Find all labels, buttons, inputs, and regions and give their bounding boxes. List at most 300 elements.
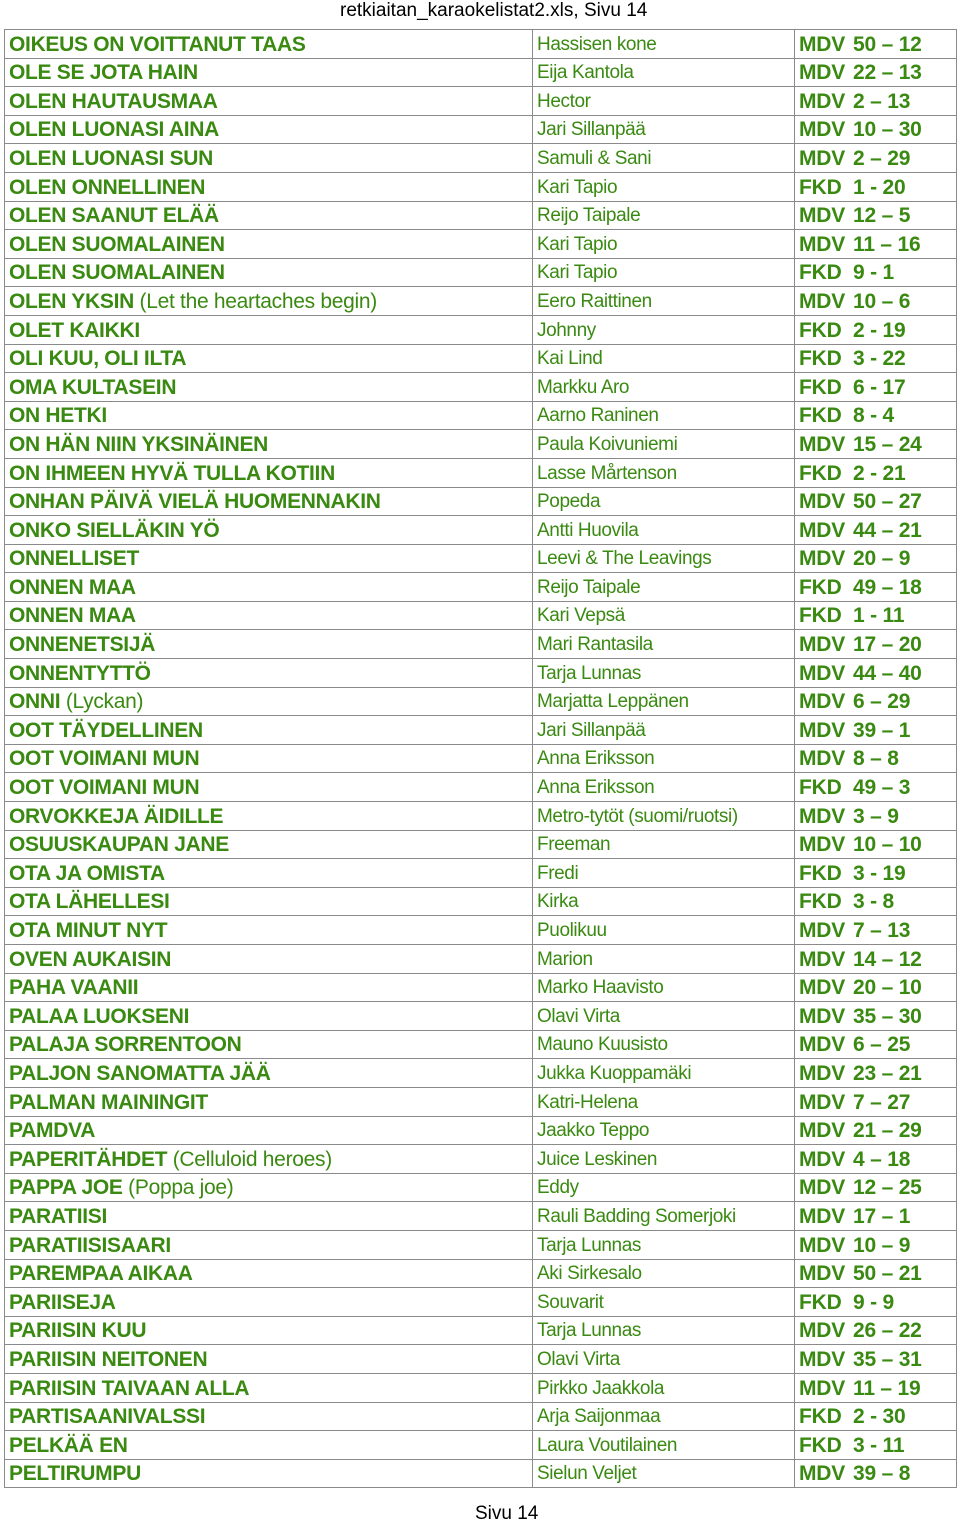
- song-title-cell: [5, 973, 533, 1002]
- disc-series: FKD: [799, 375, 842, 399]
- table-row: [5, 687, 957, 716]
- artist-cell: Samuli & Sani: [533, 144, 795, 173]
- table-row: [5, 58, 957, 87]
- disc-series: FKD: [799, 575, 842, 599]
- artist-cell: Aarno Raninen: [533, 401, 795, 430]
- disc-series: FKD: [799, 175, 842, 199]
- song-title: PAREMPAA AIKAA: [9, 1262, 193, 1286]
- artist-cell: Marko Haavisto: [533, 973, 795, 1002]
- disc-code-cell: [795, 916, 957, 945]
- disc-code-cell: [795, 287, 957, 316]
- song-title-cell: [5, 1288, 533, 1317]
- disc-code-cell: [795, 1259, 957, 1288]
- disc-code-cell: [795, 401, 957, 430]
- table-row: [5, 315, 957, 344]
- table-row: [5, 1145, 957, 1174]
- table-row: [5, 430, 957, 459]
- disc-series: MDV: [799, 718, 846, 742]
- disc-series: MDV: [799, 32, 846, 56]
- table-row: [5, 1373, 957, 1402]
- disc-track-number: 26 – 22: [853, 1319, 922, 1343]
- artist-cell: Reijo Taipale: [533, 573, 795, 602]
- song-title-cell: [5, 315, 533, 344]
- song-title-cell: [5, 144, 533, 173]
- table-row: [5, 1316, 957, 1345]
- page-header: [0, 0, 960, 28]
- disc-code-cell: [795, 1402, 957, 1431]
- artist-cell: Tarja Lunnas: [533, 1230, 795, 1259]
- disc-track-number: 11 – 19: [853, 1376, 921, 1400]
- song-title: OSUUSKAUPAN JANE: [9, 833, 230, 857]
- song-title: OLE SE JOTA HAIN: [9, 61, 198, 85]
- artist-cell: Katri-Helena: [533, 1087, 795, 1116]
- disc-code-cell: [795, 573, 957, 602]
- disc-track-number: 20 – 10: [853, 976, 922, 1000]
- disc-series: MDV: [799, 118, 846, 142]
- disc-code-cell: [795, 1373, 957, 1402]
- song-title: ONHAN PÄIVÄ VIELÄ HUOMENNAKIN: [9, 490, 381, 514]
- artist-cell: Marion: [533, 945, 795, 974]
- song-title-cell: [5, 1173, 533, 1202]
- table-row: [5, 659, 957, 688]
- song-original-title: (Celluloid heroes): [172, 1147, 332, 1171]
- song-title-cell: [5, 58, 533, 87]
- song-original-title: (Let the heartaches begin): [139, 289, 377, 313]
- disc-code-cell: [795, 1030, 957, 1059]
- disc-code-cell: [795, 458, 957, 487]
- song-title-cell: [5, 945, 533, 974]
- table-row: [5, 144, 957, 173]
- disc-track-number: 3 - 11: [853, 1433, 905, 1457]
- song-title-cell: [5, 87, 533, 116]
- song-title-cell: [5, 373, 533, 402]
- song-title: PALAJA SORRENTOON: [9, 1033, 242, 1057]
- song-title-cell: [5, 887, 533, 916]
- song-title-cell: [5, 258, 533, 287]
- disc-track-number: 1 - 20: [853, 175, 906, 199]
- disc-track-number: 10 – 6: [853, 289, 911, 313]
- disc-series: FKD: [799, 861, 842, 885]
- disc-code-cell: [795, 1116, 957, 1145]
- table-row: [5, 1059, 957, 1088]
- disc-code-cell: [795, 687, 957, 716]
- disc-code-cell: [795, 973, 957, 1002]
- artist-cell: Olavi Virta: [533, 1345, 795, 1374]
- disc-track-number: 21 – 29: [853, 1119, 922, 1143]
- song-title-cell: [5, 1459, 533, 1488]
- disc-code-cell: [795, 1459, 957, 1488]
- table-row: [5, 601, 957, 630]
- table-row: [5, 544, 957, 573]
- table-row: [5, 1230, 957, 1259]
- song-original-title: (Lyckan): [65, 690, 144, 714]
- artist-cell: Marjatta Leppänen: [533, 687, 795, 716]
- artist-cell: Popeda: [533, 487, 795, 516]
- artist-cell: Sielun Veljet: [533, 1459, 795, 1488]
- disc-code-cell: [795, 30, 957, 59]
- song-title: PARATIISI: [9, 1204, 108, 1228]
- disc-series: MDV: [799, 947, 846, 971]
- disc-track-number: 8 - 4: [853, 404, 895, 428]
- disc-code-cell: [795, 230, 957, 259]
- disc-code-cell: [795, 87, 957, 116]
- disc-track-number: 44 – 40: [853, 661, 922, 685]
- song-title-cell: [5, 1059, 533, 1088]
- artist-cell: Arja Saijonmaa: [533, 1402, 795, 1431]
- disc-track-number: 11 – 16: [853, 232, 921, 256]
- disc-code-cell: [795, 744, 957, 773]
- disc-track-number: 10 – 9: [853, 1233, 911, 1257]
- table-row: [5, 973, 957, 1002]
- song-title-cell: [5, 516, 533, 545]
- song-title-cell: [5, 1316, 533, 1345]
- disc-series: MDV: [799, 1204, 846, 1228]
- song-title: ONKO SIELLÄKIN YÖ: [9, 518, 220, 542]
- artist-cell: Kari Tapio: [533, 230, 795, 259]
- artist-cell: Leevi & The Leavings: [533, 544, 795, 573]
- song-title-cell: [5, 1145, 533, 1174]
- disc-code-cell: [795, 344, 957, 373]
- song-title: OLEN LUONASI AINA: [9, 118, 219, 142]
- disc-track-number: 2 - 30: [853, 1405, 906, 1429]
- song-title: OLET KAIKKI: [9, 318, 140, 342]
- table-row: [5, 344, 957, 373]
- table-row: [5, 1116, 957, 1145]
- disc-series: MDV: [799, 976, 846, 1000]
- disc-track-number: 10 – 30: [853, 118, 922, 142]
- song-title-cell: [5, 1259, 533, 1288]
- song-title: PELKÄÄ EN: [9, 1433, 128, 1457]
- table-row: [5, 516, 957, 545]
- song-title: ONNENETSIJÄ: [9, 633, 156, 657]
- artist-cell: Jari Sillanpää: [533, 716, 795, 745]
- disc-code-cell: [795, 1173, 957, 1202]
- song-title-cell: [5, 830, 533, 859]
- song-title: OLEN HAUTAUSMAA: [9, 89, 218, 113]
- disc-series: FKD: [799, 890, 842, 914]
- table-row: [5, 258, 957, 287]
- disc-track-number: 9 - 1: [853, 261, 895, 285]
- song-title: PELTIRUMPU: [9, 1462, 141, 1486]
- disc-code-cell: [795, 601, 957, 630]
- disc-code-cell: [795, 859, 957, 888]
- disc-track-number: 49 – 18: [853, 575, 922, 599]
- disc-series: FKD: [799, 261, 842, 285]
- song-title-cell: [5, 573, 533, 602]
- disc-series: FKD: [799, 347, 842, 371]
- table-row: [5, 201, 957, 230]
- disc-series: MDV: [799, 804, 846, 828]
- disc-code-cell: [795, 1288, 957, 1317]
- disc-series: FKD: [799, 318, 842, 342]
- song-title-cell: [5, 716, 533, 745]
- artist-cell: Lasse Mårtenson: [533, 458, 795, 487]
- song-title: OOT VOIMANI MUN: [9, 776, 200, 800]
- song-title-cell: [5, 1230, 533, 1259]
- song-title-cell: [5, 1002, 533, 1031]
- disc-track-number: 35 – 31: [853, 1347, 922, 1371]
- table-row: [5, 30, 957, 59]
- song-title-cell: [5, 201, 533, 230]
- disc-series: MDV: [799, 146, 846, 170]
- disc-code-cell: [795, 1059, 957, 1088]
- disc-code-cell: [795, 1431, 957, 1460]
- disc-code-cell: [795, 802, 957, 831]
- song-title-cell: [5, 344, 533, 373]
- artist-cell: Anna Eriksson: [533, 773, 795, 802]
- song-title: OLEN ONNELLINEN: [9, 175, 206, 199]
- disc-series: MDV: [799, 1233, 846, 1257]
- disc-track-number: 6 – 29: [853, 690, 911, 714]
- disc-series: MDV: [799, 1176, 846, 1200]
- song-title: PAMDVA: [9, 1119, 96, 1143]
- artist-cell: Jaakko Teppo: [533, 1116, 795, 1145]
- disc-track-number: 20 – 9: [853, 547, 911, 571]
- artist-cell: Paula Koivuniemi: [533, 430, 795, 459]
- disc-series: MDV: [799, 633, 846, 657]
- disc-track-number: 1 - 11: [853, 604, 905, 628]
- disc-series: MDV: [799, 204, 846, 228]
- disc-track-number: 50 – 27: [853, 490, 922, 514]
- disc-code-cell: [795, 144, 957, 173]
- song-title: PARIISIN KUU: [9, 1319, 147, 1343]
- disc-code-cell: [795, 659, 957, 688]
- artist-cell: Kari Tapio: [533, 258, 795, 287]
- artist-cell: Fredi: [533, 859, 795, 888]
- table-row: [5, 630, 957, 659]
- disc-track-number: 7 – 13: [853, 919, 911, 942]
- artist-cell: Tarja Lunnas: [533, 1316, 795, 1345]
- disc-track-number: 50 – 12: [853, 32, 922, 56]
- table-row: [5, 458, 957, 487]
- disc-track-number: 12 – 5: [853, 204, 911, 228]
- song-title-cell: [5, 1345, 533, 1374]
- disc-code-cell: [795, 945, 957, 974]
- artist-cell: Antti Huovila: [533, 516, 795, 545]
- disc-track-number: 2 – 13: [853, 89, 911, 113]
- song-title-cell: [5, 1373, 533, 1402]
- table-row: [5, 1288, 957, 1317]
- disc-track-number: 49 – 3: [853, 776, 911, 800]
- disc-code-cell: [795, 887, 957, 916]
- disc-code-cell: [795, 1316, 957, 1345]
- song-title: PARIISIN TAIVAAN ALLA: [9, 1376, 250, 1400]
- song-title-cell: [5, 1030, 533, 1059]
- disc-track-number: 4 – 18: [853, 1147, 911, 1171]
- song-title: PALJON SANOMATTA JÄÄ: [9, 1061, 271, 1085]
- artist-cell: Anna Eriksson: [533, 744, 795, 773]
- table-row: [5, 716, 957, 745]
- song-title-cell: [5, 544, 533, 573]
- song-title-cell: [5, 630, 533, 659]
- artist-cell: Souvarit: [533, 1288, 795, 1317]
- disc-code-cell: [795, 258, 957, 287]
- song-title-cell: [5, 802, 533, 831]
- disc-code-cell: [795, 544, 957, 573]
- song-title-cell: [5, 287, 533, 316]
- table-row: [5, 1259, 957, 1288]
- disc-track-number: 9 - 9: [853, 1290, 895, 1314]
- song-title: OOT TÄYDELLINEN: [9, 718, 203, 742]
- song-title-cell: [5, 859, 533, 888]
- artist-cell: Eddy: [533, 1173, 795, 1202]
- disc-series: MDV: [799, 547, 846, 571]
- song-title: OTA LÄHELLESI: [9, 890, 170, 914]
- artist-cell: Reijo Taipale: [533, 201, 795, 230]
- table-row: [5, 1173, 957, 1202]
- song-title: ONNELLISET: [9, 547, 140, 571]
- song-title: PAPERITÄHDET: [9, 1147, 168, 1171]
- disc-series: MDV: [799, 61, 846, 85]
- disc-code-cell: [795, 773, 957, 802]
- song-title-cell: [5, 430, 533, 459]
- song-title: OTA JA OMISTA: [9, 861, 165, 885]
- disc-track-number: 39 – 1: [853, 718, 911, 742]
- disc-track-number: 17 – 20: [853, 633, 922, 657]
- song-title: ORVOKKEJA ÄIDILLE: [9, 804, 224, 828]
- table-row: [5, 87, 957, 116]
- disc-series: MDV: [799, 1004, 846, 1028]
- footer-text: Sivu 14: [475, 1503, 539, 1524]
- disc-series: MDV: [799, 833, 846, 857]
- table-row: [5, 287, 957, 316]
- song-title-cell: [5, 230, 533, 259]
- disc-code-cell: [795, 1002, 957, 1031]
- artist-cell: Aki Sirkesalo: [533, 1259, 795, 1288]
- disc-track-number: 39 – 8: [853, 1462, 911, 1486]
- song-title: OLEN LUONASI SUN: [9, 146, 214, 170]
- disc-series: MDV: [799, 1090, 846, 1114]
- header-text: retkiaitan_karaokelistat2.xls, Sivu 14: [340, 0, 648, 21]
- artist-cell: Jari Sillanpää: [533, 115, 795, 144]
- song-title-cell: [5, 659, 533, 688]
- artist-cell: Rauli Badding Somerjoki: [533, 1202, 795, 1231]
- song-title-cell: [5, 1116, 533, 1145]
- disc-code-cell: [795, 1087, 957, 1116]
- song-title-cell: [5, 1087, 533, 1116]
- disc-series: MDV: [799, 1347, 846, 1371]
- table-row: [5, 172, 957, 201]
- table-row: [5, 744, 957, 773]
- disc-code-cell: [795, 201, 957, 230]
- disc-code-cell: [795, 1145, 957, 1174]
- song-title: ON HETKI: [9, 404, 107, 428]
- artist-cell: Olavi Virta: [533, 1002, 795, 1031]
- table-row: [5, 859, 957, 888]
- disc-code-cell: [795, 430, 957, 459]
- disc-series: MDV: [799, 289, 846, 313]
- artist-cell: Tarja Lunnas: [533, 659, 795, 688]
- artist-cell: Markku Aro: [533, 373, 795, 402]
- table-row: [5, 1002, 957, 1031]
- disc-series: MDV: [799, 661, 846, 685]
- artist-cell: Puolikuu: [533, 916, 795, 945]
- artist-cell: Mauno Kuusisto: [533, 1030, 795, 1059]
- disc-series: FKD: [799, 776, 842, 800]
- disc-series: FKD: [799, 404, 842, 428]
- disc-series: MDV: [799, 919, 846, 942]
- disc-track-number: 44 – 21: [853, 518, 922, 542]
- song-title-cell: [5, 773, 533, 802]
- disc-code-cell: [795, 1230, 957, 1259]
- disc-series: MDV: [799, 490, 846, 514]
- disc-code-cell: [795, 373, 957, 402]
- table-row: [5, 115, 957, 144]
- disc-track-number: 7 – 27: [853, 1090, 911, 1114]
- disc-series: FKD: [799, 461, 842, 485]
- song-title-cell: [5, 172, 533, 201]
- artist-cell: Juice Leskinen: [533, 1145, 795, 1174]
- disc-track-number: 6 – 25: [853, 1033, 911, 1057]
- song-title: PALAA LUOKSENI: [9, 1004, 190, 1028]
- disc-track-number: 10 – 10: [853, 833, 922, 857]
- disc-track-number: 35 – 30: [853, 1004, 922, 1028]
- artist-cell: Jukka Kuoppamäki: [533, 1059, 795, 1088]
- song-title: ONNEN MAA: [9, 575, 136, 599]
- table-row: [5, 1431, 957, 1460]
- disc-track-number: 3 - 8: [853, 890, 895, 914]
- artist-cell: Kari Tapio: [533, 172, 795, 201]
- table-row: [5, 373, 957, 402]
- artist-cell: Johnny: [533, 315, 795, 344]
- disc-series: MDV: [799, 1462, 846, 1486]
- artist-cell: Laura Voutilainen: [533, 1431, 795, 1460]
- disc-code-cell: [795, 115, 957, 144]
- song-title: OMA KULTASEIN: [9, 375, 177, 399]
- song-title-cell: [5, 115, 533, 144]
- disc-track-number: 50 – 21: [853, 1262, 922, 1286]
- disc-code-cell: [795, 315, 957, 344]
- song-title-cell: [5, 744, 533, 773]
- table-row: [5, 830, 957, 859]
- disc-series: MDV: [799, 89, 846, 113]
- song-title: OOT VOIMANI MUN: [9, 747, 200, 771]
- song-title: PAPPA JOE: [9, 1176, 123, 1200]
- song-title: ONNEN MAA: [9, 604, 136, 628]
- disc-code-cell: [795, 830, 957, 859]
- artist-cell: Hassisen kone: [533, 30, 795, 59]
- disc-track-number: 2 - 19: [853, 318, 906, 342]
- song-title: OTA MINUT NYT: [9, 919, 168, 942]
- artist-cell: Eero Raittinen: [533, 287, 795, 316]
- karaoke-table: [4, 29, 957, 1488]
- disc-series: MDV: [799, 690, 846, 714]
- song-title: PAHA VAANII: [9, 976, 139, 1000]
- artist-cell: Metro-tytöt (suomi/ruotsi): [533, 802, 795, 831]
- artist-cell: Kirka: [533, 887, 795, 916]
- table-row: [5, 1202, 957, 1231]
- song-title: OLEN YKSIN: [9, 289, 134, 313]
- disc-series: MDV: [799, 747, 846, 771]
- table-body: [5, 30, 957, 1488]
- table-row: [5, 887, 957, 916]
- song-title: ONNENTYTTÖ: [9, 661, 151, 685]
- disc-code-cell: [795, 58, 957, 87]
- disc-code-cell: [795, 630, 957, 659]
- song-title-cell: [5, 687, 533, 716]
- artist-cell: Kari Vepsä: [533, 601, 795, 630]
- song-title: ONNI: [9, 690, 61, 714]
- disc-series: MDV: [799, 518, 846, 542]
- disc-code-cell: [795, 172, 957, 201]
- disc-track-number: 6 - 17: [853, 375, 906, 399]
- table-row: [5, 916, 957, 945]
- disc-series: MDV: [799, 232, 846, 256]
- song-title: PARATIISISAARI: [9, 1233, 171, 1257]
- table-row: [5, 487, 957, 516]
- table-row: [5, 1087, 957, 1116]
- disc-series: MDV: [799, 1033, 846, 1057]
